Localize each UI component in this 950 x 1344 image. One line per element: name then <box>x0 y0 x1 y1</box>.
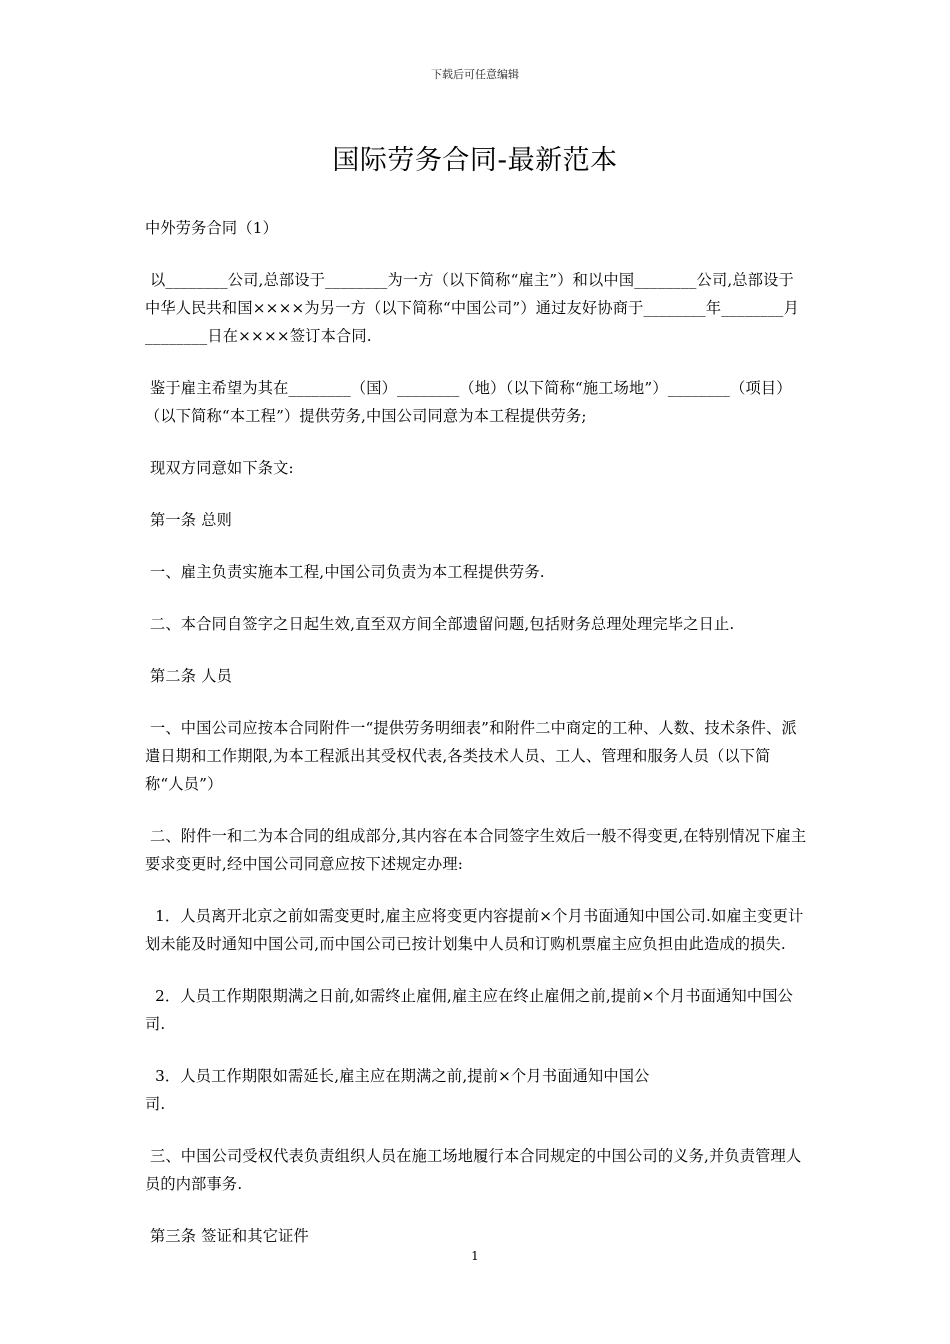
page-number: 1 <box>471 1249 479 1263</box>
paragraph-parties: 以________公司,总部设于________为一方（以下简称“雇主”）和以中国________公司,总部设于中华人民共和国××××为另一方（以下简称“中国公司”）通过友好协商于________年________月________日在××××签订本合同. <box>145 271 799 345</box>
paragraph-subtitle: 中外劳务合同（1） <box>145 219 278 237</box>
article-2-item-3: 3．人员工作期限如需延长,雇主应在期满之前,提前×个月书面通知中国公 司. <box>145 1067 650 1113</box>
article-2-clause-3: 三、中国公司受权代表负责组织人员在施工场地履行本合同规定的中国公司的义务,并负责管理人员的内部事务. <box>145 1147 802 1193</box>
article-1-clause-1: 一、雇主负责实施本工程,中国公司负责为本工程提供劳务. <box>145 563 545 581</box>
document-title: 国际劳务合同-最新范本 <box>332 145 618 176</box>
article-2-heading: 第二条 人员 <box>145 667 232 685</box>
article-2-clause-2: 二、附件一和二为本合同的组成部分,其内容在本合同签字生效后一般不得变更,在特别情况下雇主要求变更时,经中国公司同意应按下述规定办理: <box>145 827 807 873</box>
article-2-clause-1: 一、中国公司应按本合同附件一“提供劳务明细表”和附件二中商定的工种、人数、技术条件、派遣日期和工作期限,为本工程派出其受权代表,各类技术人员、工人、管理和服务人员（以下简称“人员”） <box>145 719 797 793</box>
article-1-clause-2: 二、本合同自签字之日起生效,直至双方间全部遗留问题,包括财务总理处理完毕之日止. <box>145 615 735 633</box>
header-note: 下载后可任意编辑 <box>431 68 519 81</box>
paragraph-agreement: 现双方同意如下条文: <box>145 459 294 477</box>
paragraph-whereas: 鉴于雇主希望为其在________（国）________（地）（以下简称“施工场地”）________（项目）（以下简称“本工程”）提供劳务,中国公司同意为本工程提供劳务; <box>145 379 792 425</box>
article-3-heading: 第三条 签证和其它证件 <box>145 1227 309 1245</box>
article-2-item-1: 1．人员离开北京之前如需变更时,雇主应将变更内容提前×个月书面通知中国公司.如雇主变更计划未能及时通知中国公司,而中国公司已按计划集中人员和订购机票雇主应负担由此造成的损失. <box>145 907 804 953</box>
document-body <box>145 214 807 1274</box>
article-1-heading: 第一条 总则 <box>145 511 232 529</box>
article-2-item-2: 2．人员工作期限期满之日前,如需终止雇佣,雇主应在终止雇佣之前,提前×个月书面通知中国公司. <box>145 987 794 1033</box>
